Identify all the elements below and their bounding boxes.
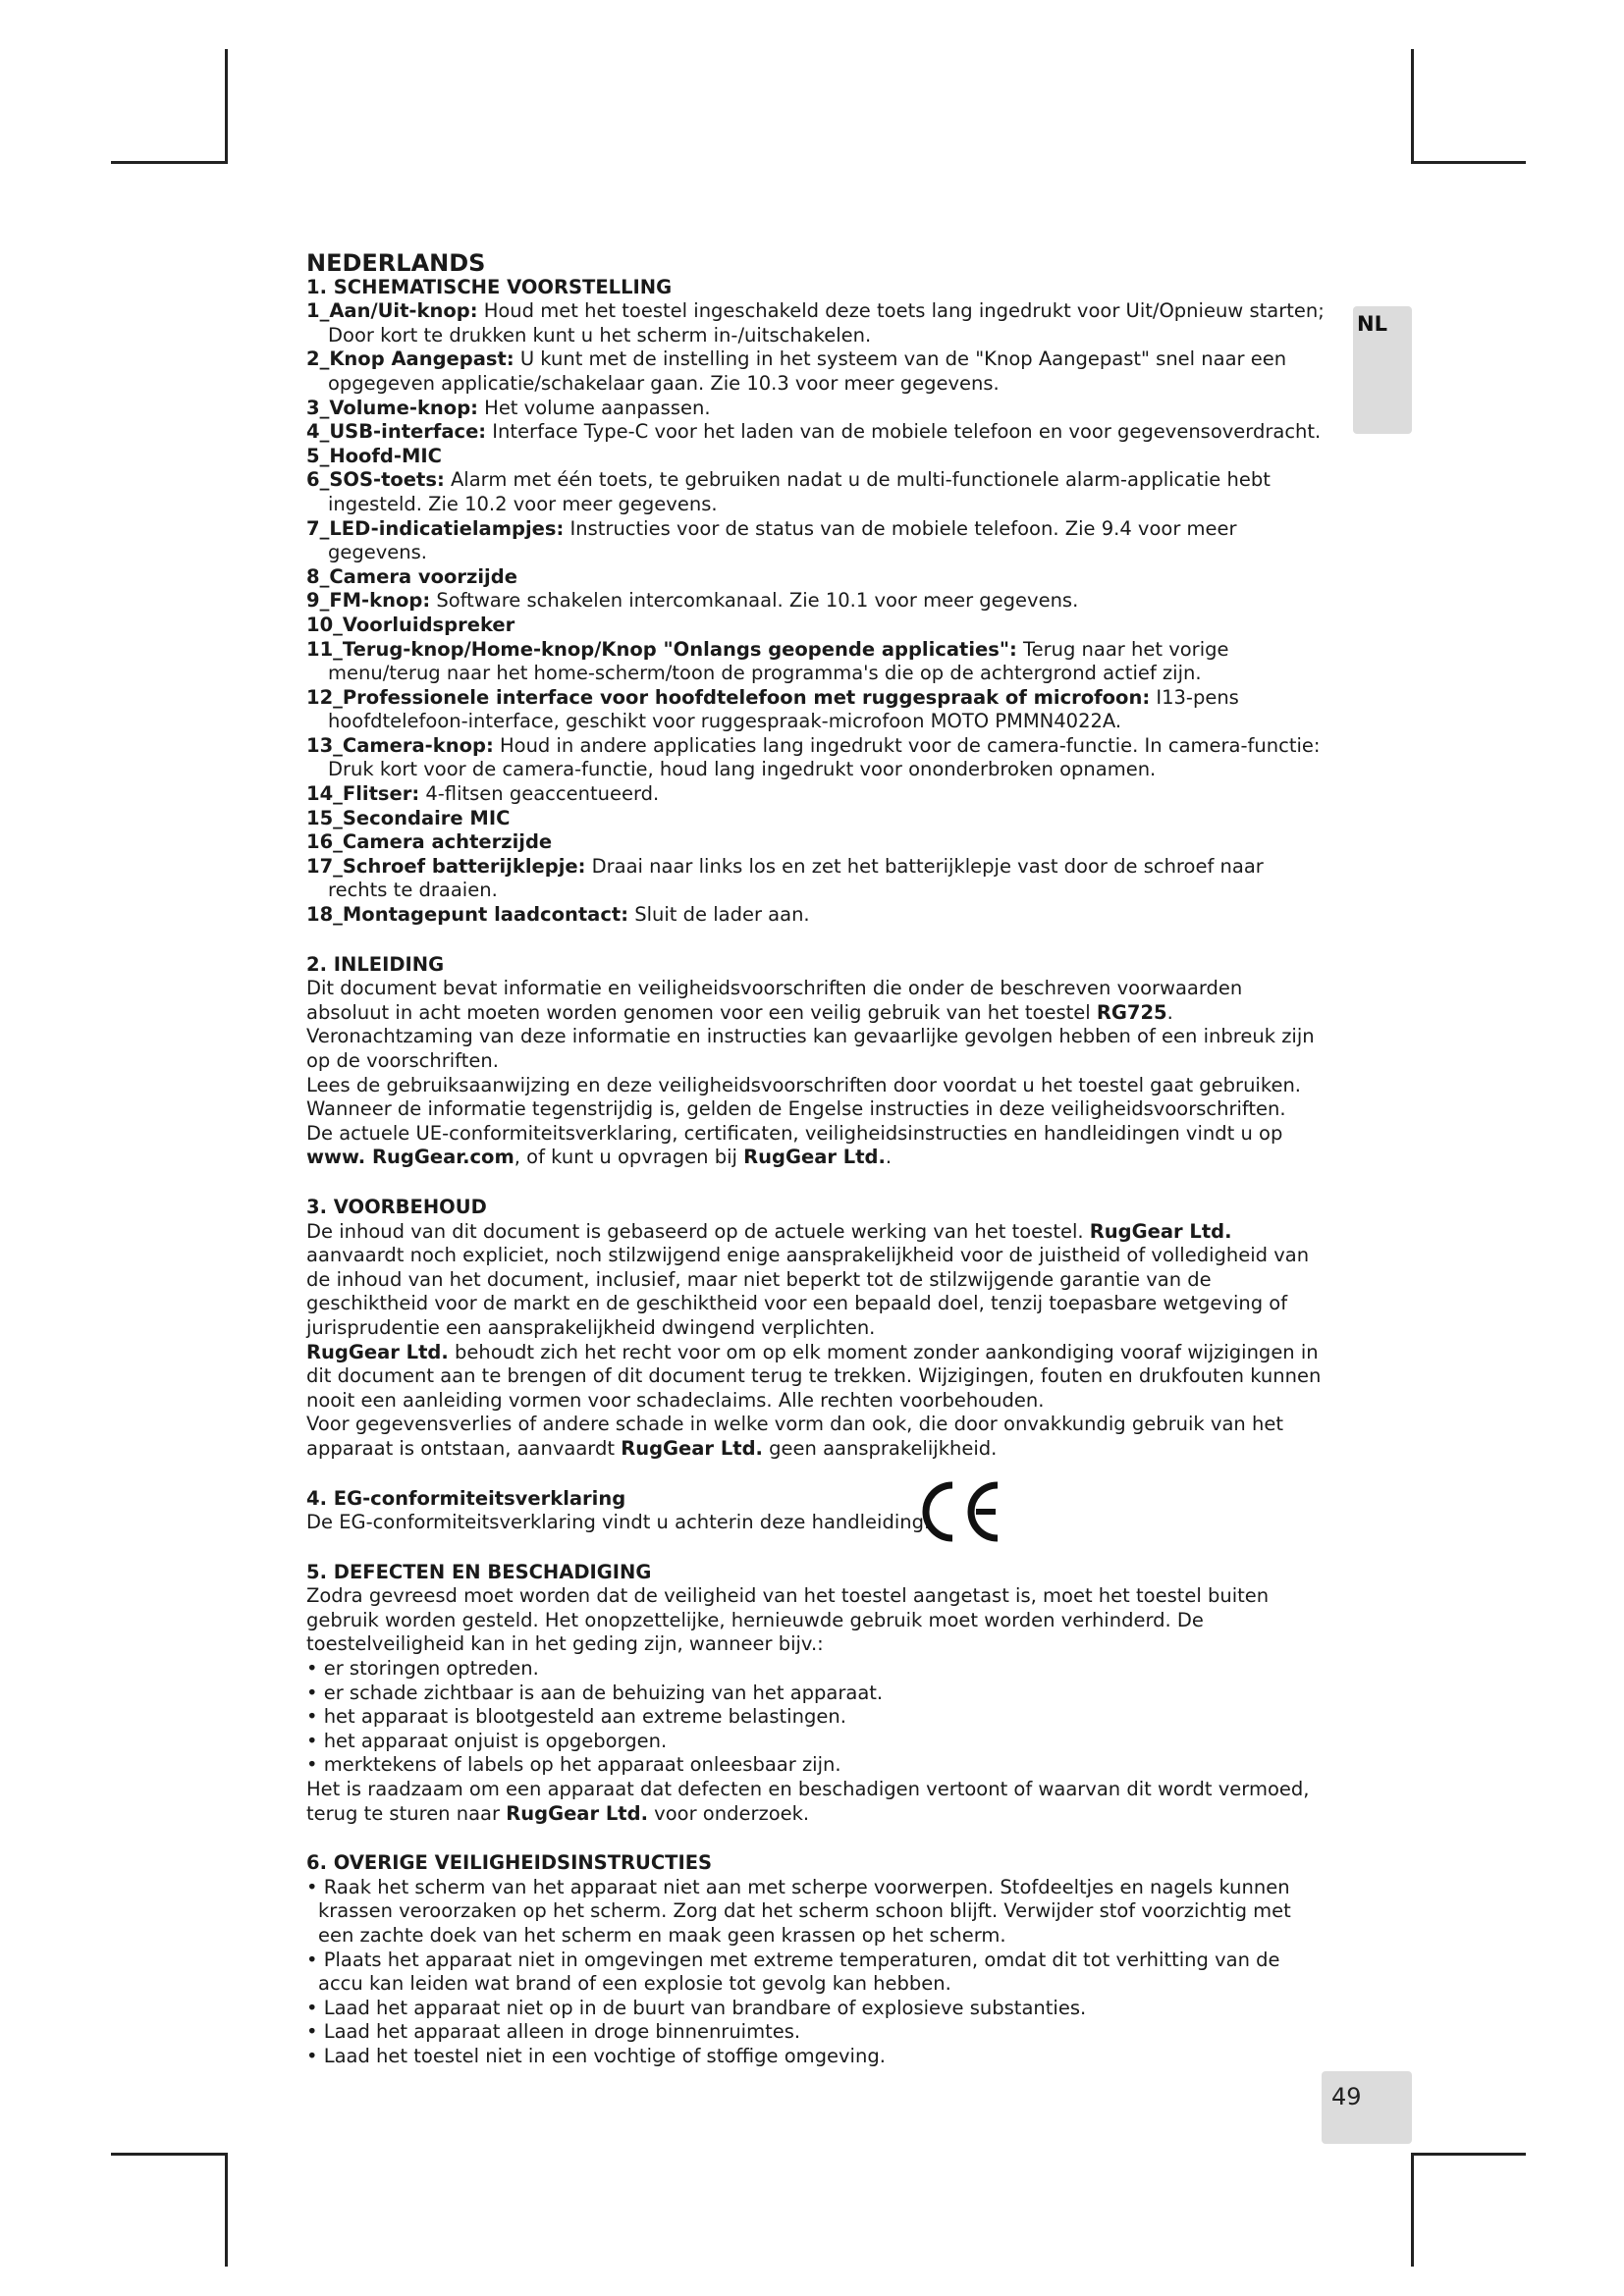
component-label: 10_Voorluidspreker	[306, 613, 515, 636]
component-label: 8_Camera voorzijde	[306, 564, 517, 588]
list-item: • Plaats het apparaat niet in omgevingen met extreme temperaturen, omdat dit tot verhitting van de accu kan leiden wat brand of een explosie tot gevolg kan hebben.	[306, 1948, 1280, 1996]
list-item: • het apparaat onjuist is opgeborgen.	[306, 1729, 668, 1752]
component-description: 4-flitsen geaccentueerd.	[419, 782, 660, 806]
section-title: 6. OVERIGE VEILIGHEIDSINSTRUCTIES	[306, 1851, 713, 1875]
component-description: Houd met het toestel ingeschakeld deze toets lang ingedrukt voor Uit/Opnieuw starten; Door kort te drukken kunt u het scherm in-/uitschakelen.	[328, 299, 1325, 347]
component-label: 9_FM-knop:	[306, 589, 431, 613]
website-link[interactable]: www. RugGear.com	[306, 1146, 514, 1169]
section-title: 2. INLEIDING	[306, 952, 445, 976]
component-label: 5_Hoofd-MIC	[306, 444, 442, 467]
section-title: 1. SCHEMATISCHE VOORSTELLING	[306, 275, 673, 298]
component-description: Alarm met één toets, te gebruiken nadat u de multi-functionele alarm-applicatie hebt ingesteld. Zie 10.2 voor meer gegevens.	[328, 468, 1271, 515]
component-item	[306, 397, 1327, 421]
component-label: 12_Professionele interface voor hoofdtelefoon met ruggespraak of microfoon:	[306, 685, 1151, 709]
component-item	[306, 589, 1327, 614]
list-item: • Raak het scherm van het apparaat niet aan met scherpe voorwerpen. Stofdeeltjes en nagels kunnen krassen veroorzaken op het scherm. Zorg dat het scherm schoon blijft. Verwijder stof voorzichtig met een zachte doek van het scherm en maak geen krassen op het scherm.	[306, 1875, 1291, 1947]
crop-mark	[225, 2153, 228, 2267]
list-item: • er schade zichtbaar is aan de behuizing van het apparaat.	[306, 1681, 884, 1704]
component-label: 17_Schroef batterijklepje:	[306, 854, 586, 878]
page-number-tab	[1322, 2071, 1412, 2144]
company-name: RugGear Ltd.	[621, 1436, 763, 1460]
component-item	[306, 445, 1327, 469]
crop-mark	[1411, 161, 1526, 164]
component-item	[306, 734, 1327, 782]
component-label: 1_Aan/Uit-knop:	[306, 299, 478, 323]
component-label: 13_Camera-knop:	[306, 733, 494, 757]
component-description: Software schakelen intercomkanaal. Zie 10.1 voor meer gegevens.	[430, 589, 1079, 613]
component-label: 15_Secondaire MIC	[306, 806, 511, 829]
component-item	[306, 517, 1327, 565]
component-label: 4_USB-interface:	[306, 420, 487, 444]
crop-mark	[111, 2153, 227, 2156]
paragraph: Dit document bevat informatie en veiligheidsvoorschriften die onder de beschreven voorwaarden absoluut in acht moeten worden genomen voor een veilig gebruik van het toestel RG725. Veronachtzaming van deze informatie en instructies kan gevaarlijke gevolgen hebben of een inbreuk zijn op de voorschriften.	[306, 977, 1315, 1072]
ce-mark-icon	[915, 1479, 1003, 1544]
component-label: 7_LED-indicatielampjes:	[306, 516, 565, 540]
component-item	[306, 614, 1327, 638]
section-title: 3. VOORBEHOUD	[306, 1195, 487, 1218]
component-description: Het volume aanpassen.	[477, 396, 711, 419]
component-list	[306, 299, 1327, 927]
component-description: Houd in andere applicaties lang ingedrukt voor de camera-functie. In camera-functie: Druk kort voor de camera-functie, houd lang ingedrukt voor ononderbroken opnamen.	[328, 733, 1321, 781]
component-description: Terug naar het vorige menu/terug naar het home-scherm/toon de programma's die op de achtergrond actief zijn.	[328, 637, 1229, 685]
list-item: • er storingen optreden.	[306, 1657, 539, 1681]
paragraph: De inhoud van dit document is gebaseerd op de actuele werking van het toestel. RugGear Ltd. aanvaardt noch expliciet, noch stilzwijgend enige aansprakelijkheid voor de juistheid of volledigheid van de inhoud van het document, inclusief, maar niet beperkt tot de stilzwijgende garantie van de geschiktheid voor de markt en de geschiktheid voor een bepaald doel, tenzij toepasbare wetgeving of jurisprudentie een aansprakelijkheid dwingend verplichten.	[306, 1219, 1310, 1339]
section-conformity	[306, 1487, 1327, 1535]
component-label: 2_Knop Aangepast:	[306, 347, 514, 371]
component-label: 6_SOS-toets:	[306, 468, 445, 492]
company-name: RugGear Ltd.	[1089, 1219, 1232, 1243]
paragraph: Lees de gebruiksaanwijzing en deze veiligheidsvoorschriften door voordat u het toestel gaat gebruiken. Wanneer de informatie tegenstrijdig is, gelden de Engelse instructies in deze veiligheidsvoorschriften.	[306, 1073, 1302, 1121]
section-safety	[306, 1851, 1327, 2068]
crop-mark	[225, 49, 228, 164]
company-name: RugGear Ltd.	[506, 1801, 648, 1825]
bullet-list	[306, 1657, 1327, 1778]
list-item: • Laad het toestel niet in een vochtige of stoffige omgeving.	[306, 2044, 886, 2067]
component-label: 18_Montagepunt laadcontact:	[306, 903, 629, 927]
component-item	[306, 830, 1327, 855]
bullet-list	[306, 1876, 1327, 2069]
crop-mark	[111, 161, 227, 164]
list-item: • merktekens of labels op het apparaat onleesbaar zijn.	[306, 1753, 841, 1777]
section-title: 5. DEFECTEN EN BESCHADIGING	[306, 1560, 652, 1583]
component-item	[306, 807, 1327, 831]
component-label: 14_Flitser:	[306, 782, 420, 806]
component-label: 16_Camera achterzijde	[306, 830, 553, 854]
component-label: 3_Volume-knop:	[306, 396, 478, 419]
component-item	[306, 347, 1327, 396]
component-description: I13-pens hoofdtelefoon-interface, geschikt voor ruggespraak-microfoon MOTO PMMN4022A.	[328, 685, 1239, 733]
component-item	[306, 903, 1327, 928]
component-description: Sluit de lader aan.	[628, 903, 810, 927]
language-tab	[1353, 306, 1412, 434]
list-item: • Laad het apparaat alleen in droge binnenruimtes.	[306, 2020, 801, 2044]
component-item	[306, 299, 1327, 347]
list-item: • Laad het apparaat niet op in de buurt van brandbare of explosieve substanties.	[306, 1996, 1087, 2019]
section-disclaimer	[306, 1196, 1327, 1462]
language-tab-label: NL	[1357, 312, 1387, 336]
document-body	[306, 251, 1327, 2095]
component-item	[306, 565, 1327, 590]
language-heading: NEDERLANDS	[306, 249, 486, 277]
paragraph: De actuele UE-conformiteitsverklaring, certificaten, veiligheidsinstructies en handleidingen vindt u op www. RugGear.com, of kunt u opvragen bij RugGear Ltd..	[306, 1121, 1283, 1169]
paragraph: De EG-conformiteitsverklaring vindt u achterin deze handleiding.	[306, 1511, 931, 1534]
component-description: Draai naar links los en zet het batterijklepje vast door de schroef naar rechts te draaien.	[328, 854, 1264, 902]
component-item	[306, 782, 1327, 807]
paragraph: Zodra gevreesd moet worden dat de veiligheid van het toestel aangetast is, moet het toestel buiten gebruik worden gesteld. Het onopzettelijke, hernieuwde gebruik moet worden verhinderd. De toestelveiligheid kan in het geding zijn, wanneer bijv.:	[306, 1584, 1270, 1656]
component-item	[306, 638, 1327, 686]
component-item	[306, 420, 1327, 445]
section-title: 4. EG-conformiteitsverklaring	[306, 1486, 626, 1510]
component-label: 11_Terug-knop/Home-knop/Knop "Onlangs geopende applicaties":	[306, 637, 1017, 661]
page-number: 49	[1331, 2083, 1362, 2110]
section-introduction	[306, 953, 1327, 1170]
component-item	[306, 855, 1327, 903]
company-name: RugGear Ltd.	[743, 1146, 886, 1169]
list-item: • het apparaat is blootgesteld aan extreme belastingen.	[306, 1705, 846, 1729]
crop-mark	[1411, 2153, 1414, 2267]
model-name: RG725	[1096, 1000, 1167, 1024]
crop-mark	[1411, 49, 1414, 164]
component-description: Instructies voor de status van de mobiele telefoon. Zie 9.4 voor meer gegevens.	[328, 516, 1237, 564]
company-name: RugGear Ltd.	[306, 1340, 449, 1363]
paragraph: Voor gegevensverlies of andere schade in welke vorm dan ook, die door onvakkundig gebruik van het apparaat is ontstaan, aanvaardt RugGear Ltd. geen aansprakelijkheid.	[306, 1413, 1283, 1460]
section-defects	[306, 1561, 1327, 1827]
component-description: Interface Type-C voor het laden van de mobiele telefoon en voor gegevensoverdracht.	[486, 420, 1322, 444]
paragraph: Het is raadzaam om een apparaat dat defecten en beschadigen vertoont of waarvan dit wordt vermoed, terug te sturen naar RugGear Ltd. voor onderzoek.	[306, 1778, 1310, 1825]
section-schematic	[306, 276, 1327, 928]
paragraph: RugGear Ltd. behoudt zich het recht voor om op elk moment zonder aankondiging vooraf wijzigingen in dit document aan te brengen of dit document terug te trekken. Wijzigingen, fouten en drukfouten kunnen nooit een aanleiding vormen voor schadeclaims. Alle rechten voorbehouden.	[306, 1340, 1322, 1412]
component-item	[306, 468, 1327, 516]
crop-mark	[1411, 2153, 1526, 2156]
component-description: U kunt met de instelling in het systeem van de "Knop Aangepast" snel naar een opgegeven applicatie/schakelaar gaan. Zie 10.3 voor meer gegevens.	[328, 347, 1287, 395]
component-item	[306, 686, 1327, 734]
